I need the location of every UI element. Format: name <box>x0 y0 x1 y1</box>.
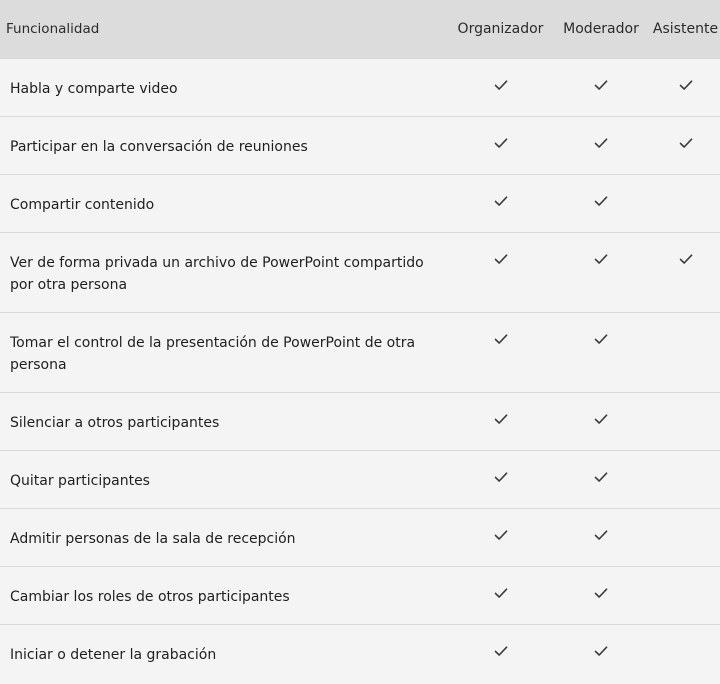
check-icon <box>594 252 608 266</box>
check-icon <box>494 332 508 346</box>
moderator-cell <box>551 566 651 624</box>
organizer-cell <box>450 508 551 566</box>
table-row <box>0 174 720 232</box>
check-icon <box>594 644 608 658</box>
attendee-cell <box>651 392 720 450</box>
check-icon <box>679 252 693 266</box>
table-row <box>0 566 720 624</box>
column-header-attendee: Asistente <box>652 20 719 37</box>
moderator-cell <box>551 116 651 174</box>
moderator-cell <box>551 450 651 508</box>
table-row <box>0 232 720 312</box>
feature-cell: Quitar participantes <box>10 472 150 489</box>
check-icon <box>594 78 608 92</box>
table-body <box>0 58 720 675</box>
table-row <box>0 312 720 392</box>
table-row <box>0 508 720 566</box>
check-icon <box>494 136 508 150</box>
organizer-cell <box>450 624 551 675</box>
check-icon <box>494 412 508 426</box>
check-icon <box>594 136 608 150</box>
organizer-cell <box>450 450 551 508</box>
check-icon <box>594 412 608 426</box>
table-row <box>0 58 720 116</box>
table-row <box>0 624 720 675</box>
attendee-cell <box>651 566 720 624</box>
moderator-cell <box>551 508 651 566</box>
moderator-cell <box>551 312 651 392</box>
check-icon <box>594 586 608 600</box>
attendee-cell <box>651 624 720 675</box>
attendee-cell <box>651 450 720 508</box>
feature-cell: Habla y comparte video <box>10 80 178 97</box>
column-header-feature: Funcionalidad <box>6 20 100 37</box>
organizer-cell <box>450 232 551 312</box>
attendee-cell <box>651 174 720 232</box>
moderator-cell <box>551 58 651 116</box>
feature-cell: Tomar el control de la presentación de PowerPoint de otra persona <box>10 334 416 373</box>
check-icon <box>594 528 608 542</box>
organizer-cell <box>450 392 551 450</box>
feature-cell: Participar en la conversación de reuniones <box>10 138 308 155</box>
check-icon <box>679 78 693 92</box>
check-icon <box>494 194 508 208</box>
attendee-cell <box>651 232 720 312</box>
organizer-cell <box>450 312 551 392</box>
organizer-cell <box>450 116 551 174</box>
check-icon <box>494 470 508 484</box>
feature-cell: Admitir personas de la sala de recepción <box>10 530 296 547</box>
check-icon <box>494 252 508 266</box>
feature-cell: Cambiar los roles de otros participantes <box>10 588 290 605</box>
moderator-cell <box>551 392 651 450</box>
check-icon <box>679 136 693 150</box>
feature-cell: Compartir contenido <box>10 196 155 213</box>
attendee-cell <box>651 508 720 566</box>
table-row <box>0 392 720 450</box>
check-icon <box>594 470 608 484</box>
attendee-cell <box>651 312 720 392</box>
check-icon <box>494 644 508 658</box>
column-header-moderator: Moderador <box>563 20 639 37</box>
feature-cell: Ver de forma privada un archivo de PowerPoint compartido por otra persona <box>10 254 424 293</box>
organizer-cell <box>450 58 551 116</box>
attendee-cell <box>651 116 720 174</box>
column-header-organizer: Organizador <box>457 20 544 37</box>
moderator-cell <box>551 232 651 312</box>
header-row <box>0 0 720 58</box>
moderator-cell <box>551 174 651 232</box>
organizer-cell <box>450 174 551 232</box>
moderator-cell <box>551 624 651 675</box>
feature-cell: Silenciar a otros participantes <box>10 414 220 431</box>
check-icon <box>494 586 508 600</box>
organizer-cell <box>450 566 551 624</box>
check-icon <box>494 528 508 542</box>
table-row <box>0 450 720 508</box>
check-icon <box>594 332 608 346</box>
table-header <box>0 0 720 58</box>
attendee-cell <box>651 58 720 116</box>
feature-cell: Iniciar o detener la grabación <box>10 646 217 663</box>
check-icon <box>494 78 508 92</box>
table-row <box>0 116 720 174</box>
check-icon <box>594 194 608 208</box>
